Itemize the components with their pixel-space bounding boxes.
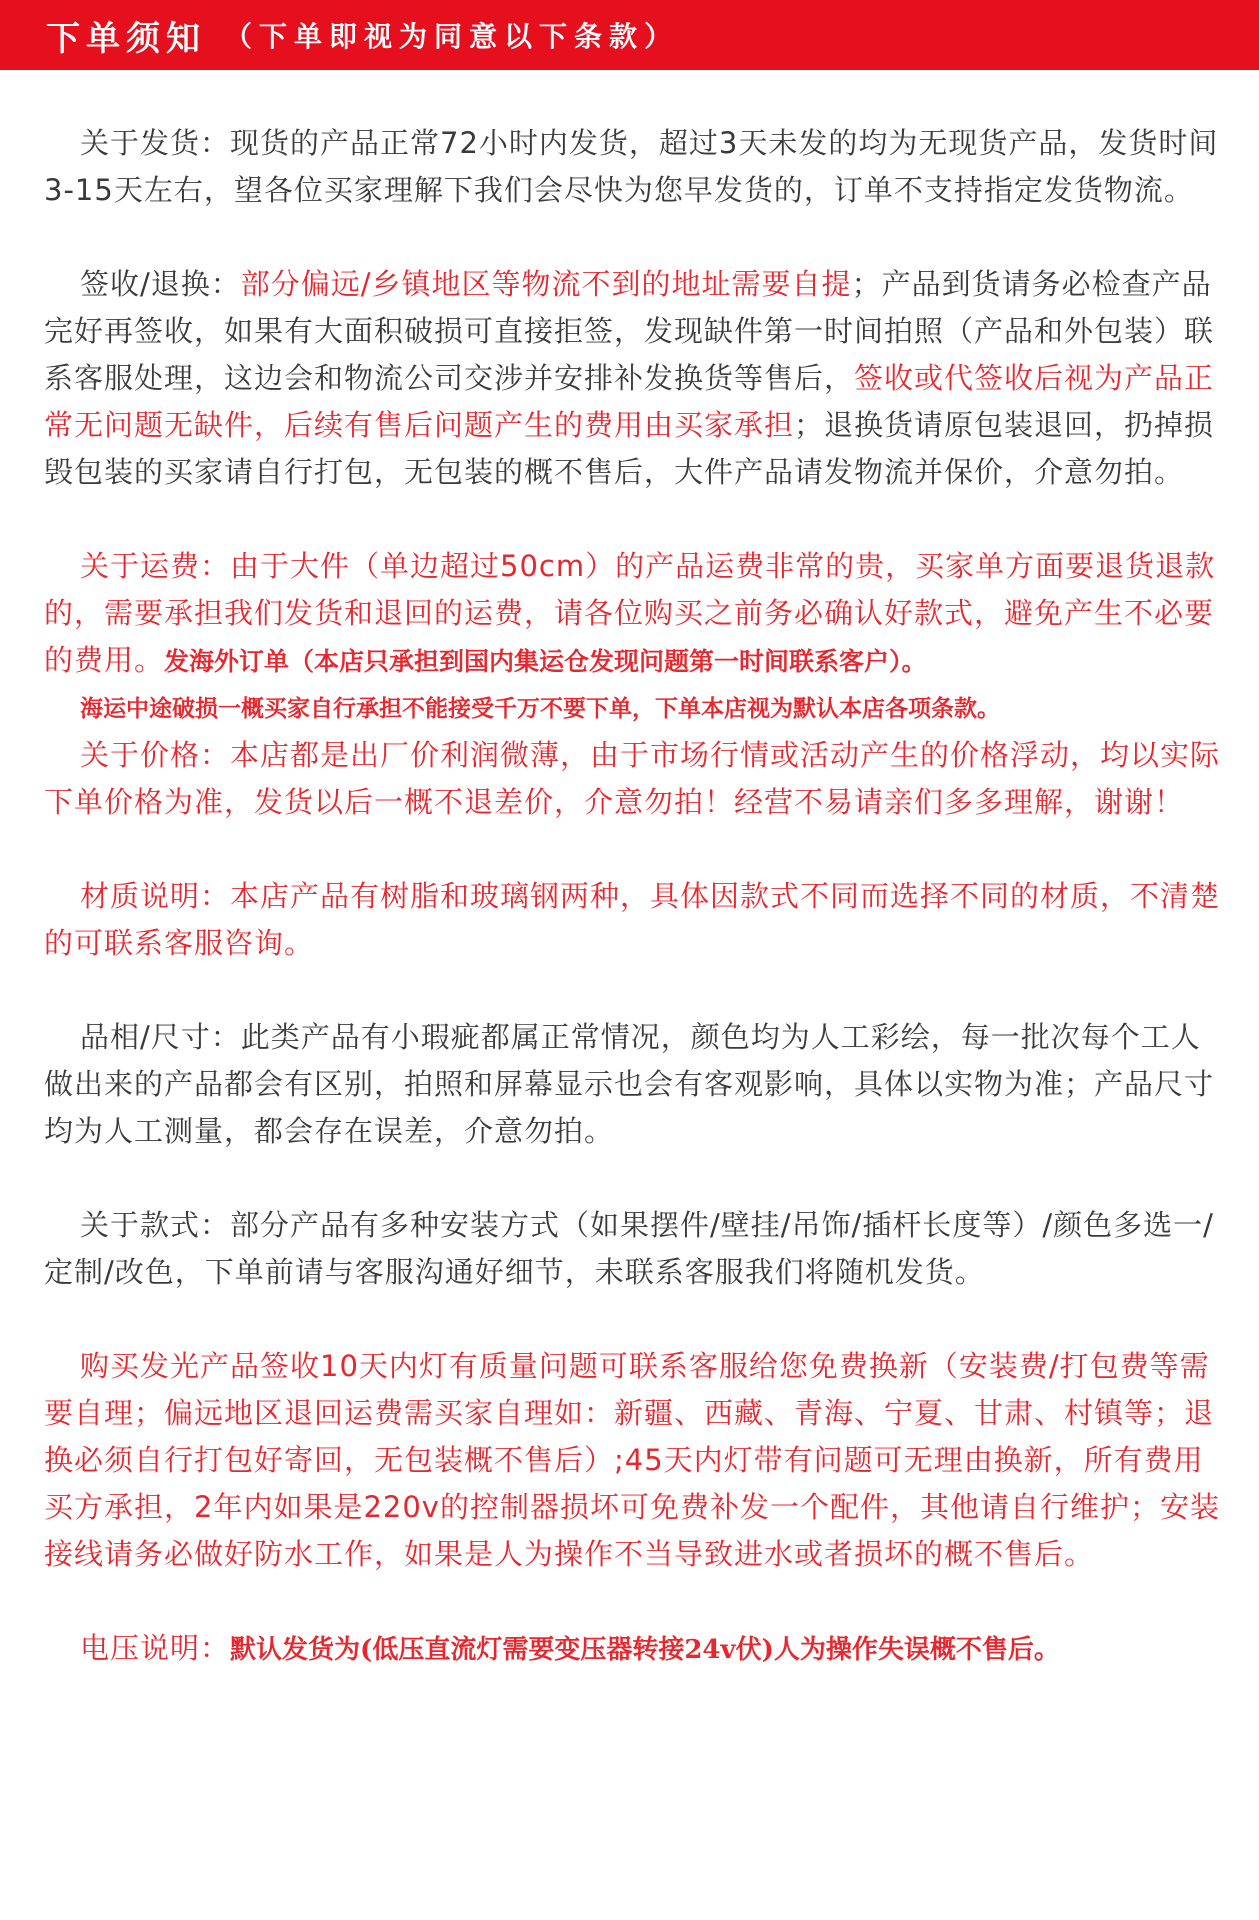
receipt-paragraph: [44, 261, 1224, 496]
quality-paragraph: 品相/尺寸：此类产品有小瑕疵都属正常情况，颜色均为人工彩绘，每一批次每个工人做出来的产品都会有区别，拍照和屏幕显示也会有客观影响，具体以实物为准；产品尺寸均为人工测量，都会存在误差，介意勿拍。: [44, 1020, 1215, 1148]
receipt-liability-note: 签收或代签收后视为产品正常无问题无缺件，后续有售后问题产生的费用由买家承担: [44, 361, 1215, 442]
header-title: 下单须知: [46, 18, 206, 59]
price-paragraph: 关于价格：本店都是出厂价利润微薄，由于市场行情或活动产生的价格浮动，均以实际下单价格为准，发货以后一概不退差价，介意勿拍！经营不易请亲们多多理解，谢谢！: [44, 738, 1221, 819]
freight-text: 关于运费：由于大件（单边超过50cm）的产品运费非常的贵，买家单方面要退货退款的，需要承担我们发货和退回的运费，请各位购买之前务必确认好款式，避免产生不必要的费用。: [44, 549, 1216, 677]
style-paragraph: 关于款式：部分产品有多种安装方式（如果摆件/壁挂/吊饰/插杆长度等）/颜色多选一/定制/改色，下单前请与客服沟通好细节，未联系客服我们将随机发货。: [44, 1208, 1214, 1289]
freight-paragraph: [44, 543, 1224, 685]
voltage-text: 默认发货为(低压直流灯需要变压器转接24v伏)人为操作失误概不售后。: [230, 1635, 1060, 1665]
voltage-label: 电压说明：: [80, 1631, 231, 1665]
receipt-return-text: ；退换货请原包装退回，扔掉损毁包装的买家请自行打包，无包装的概不售后，大件产品请发物流并保价，介意勿拍。: [44, 408, 1215, 489]
notice-header-bar: [0, 0, 1259, 70]
shipping-paragraph: 关于发货：现货的产品正常72小时内发货，超过3天未发的均为无现货产品，发货时间3-15天左右，望各位买家理解下我们会尽快为您早发货的，订单不支持指定发货物流。: [44, 126, 1219, 207]
receipt-remote-note: 部分偏远/乡镇地区等物流不到的地址需要自提: [240, 267, 852, 301]
notice-content: [44, 120, 1224, 1674]
header-subtitle: （下单即视为同意以下条款）: [224, 20, 680, 53]
freight-overseas-note: 发海外订单（本店只承担到国内集运仓发现问题第一时间联系客户）。: [164, 647, 927, 676]
material-paragraph: 材质说明：本店产品有树脂和玻璃钢两种，具体因款式不同而选择不同的材质，不清楚的可联系客服咨询。: [44, 879, 1221, 960]
voltage-paragraph: [44, 1625, 1224, 1674]
freight-sea-note: 海运中途破损一概买家自行承担不能接受千万不要下单，下单本店视为默认本店各项条款。: [80, 695, 1000, 722]
lighting-paragraph: 购买发光产品签收10天内灯有质量问题可联系客服给您免费换新（安装费/打包费等需要自理；偏远地区退回运费需买家自理如：新疆、西藏、青海、宁夏、甘肃、村镇等；退换必须自行打包好寄回，无包装概不售后）;45天内灯带有问题可无理由换新，所有费用买方承担，2年内如果是220v的控制器损坏可免费补发一个配件，其他请自行维护；安装接线请务必做好防水工作，如果是人为操作不当导致进水或者损坏的概不售后。: [44, 1349, 1220, 1571]
receipt-label: 签收/退换：: [80, 267, 241, 301]
receipt-inspection-text: ；产品到货请务必检查产品完好再签收，如果有大面积破损可直接拒签，发现缺件第一时间拍照（产品和外包装）联系客服处理，这边会和物流公司交涉并安排补发换货等售后，: [44, 267, 1215, 395]
